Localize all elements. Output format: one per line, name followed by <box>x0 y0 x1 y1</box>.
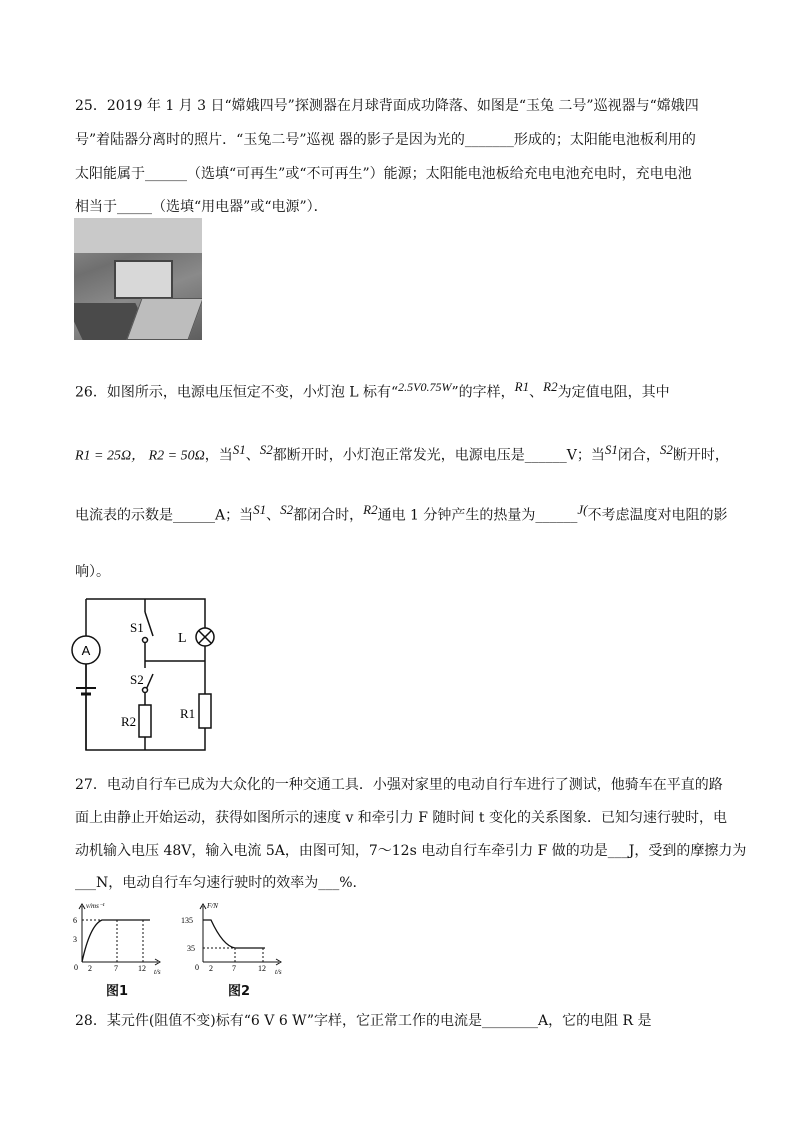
s2-symbol: S2 <box>280 502 294 517</box>
fig2-xtick: 2 <box>209 964 213 973</box>
fig2-ytick: 135 <box>181 916 193 925</box>
fig2-caption: 图2 <box>228 984 251 999</box>
fig1-caption: 图1 <box>106 984 129 999</box>
lamp-rating: 2.5V0.75W <box>398 380 452 394</box>
q25-line-1: 25．2019 年 1 月 3 日“嫦娥四号”探测器在月球背面成功降落、如图是“玉兔 二号”巡视器与“嫦娥四 <box>75 98 699 114</box>
q27-line-2: 面上由静止开始运动，获得如图所示的速度 v 和牵引力 F 随时间 t 变化的关系图象．已知匀速行驶时，电 <box>75 810 727 826</box>
velocity-time-graph <box>70 900 170 980</box>
fig1-xlabel: t/s <box>154 968 161 976</box>
fig2-xtick: 12 <box>258 964 266 973</box>
lamp-label: L <box>178 631 187 646</box>
q26-text-j: 通电 1 分钟产生的热量为______ <box>377 507 578 524</box>
fig1-xtick: 2 <box>88 964 92 973</box>
s1-symbol: S1 <box>604 442 618 457</box>
fig2-xlabel: t/s <box>275 968 282 976</box>
r2-symbol: R2 <box>543 379 558 394</box>
separator: 、 <box>245 447 260 464</box>
resistor-values: R1 = 25Ω， R2 = 50Ω <box>75 448 205 464</box>
q26-text-d: ，当 <box>204 447 233 464</box>
s2-label: S2 <box>130 672 144 687</box>
s1-label: S1 <box>130 620 144 635</box>
fig2-ylabel: F/N <box>207 902 218 910</box>
fig2-xtick: 7 <box>232 964 236 973</box>
q26-text-e: 都断开时，小灯泡正常发光，电源电压是______V；当 <box>272 447 605 464</box>
q26-text-a: 26．如图所示，电源电压恒定不变，小灯泡 L 标有“ <box>75 384 399 401</box>
fig2-ytick: 35 <box>187 944 195 953</box>
fig2-xtick: 0 <box>195 963 199 972</box>
q28-line-1: 28．某元件(阻值不变)标有“6 V 6 W”字样，它正常工作的电流是________A，它的电阻 R 是 <box>75 1013 652 1029</box>
r1-label: R1 <box>180 706 196 721</box>
fig1-xtick: 7 <box>114 964 118 973</box>
s2-symbol: S2 <box>659 442 673 457</box>
q25-line-2: 号”着陆器分离时的照片．“玉兔二号”巡视 器的影子是因为光的_______形成的；太阳能电池板利用的 <box>75 132 696 148</box>
s2-symbol: S2 <box>259 442 273 457</box>
separator: 、 <box>266 507 281 524</box>
q26-text-i: 都闭合时， <box>293 507 364 524</box>
force-time-graph <box>175 900 290 980</box>
separator: 、 <box>529 384 544 401</box>
fig1-ytick: 6 <box>73 916 77 925</box>
r2-symbol: R2 <box>363 502 378 517</box>
joule-unit: J( <box>577 502 588 517</box>
r2-label: R2 <box>121 714 137 729</box>
q25-line-3: 太阳能属于______（选填“可再生”或“不可再生”）能源；太阳能电池板给充电电池充电时，充电电池 <box>75 166 692 182</box>
ammeter-label: A <box>81 643 91 658</box>
q26-text-h: 电流表的示数是______A；当 <box>75 507 254 524</box>
q25-line-4: 相当于_____（选填“用电器”或“电源”）． <box>75 199 328 215</box>
q27-line-4: ___N，电动自行车匀速行驶时的效率为___%. <box>75 875 358 891</box>
fig1-xtick: 12 <box>138 964 146 973</box>
q26-line-4: 响）。 <box>75 564 110 580</box>
fig1-xtick: 0 <box>74 963 78 972</box>
q26-text-g: 断开时， <box>672 447 729 464</box>
q26-text-c: 为定值电阻，其中 <box>557 384 670 401</box>
q27-line-3: 动机输入电压 48V，输入电流 5A，由图可知，7～12s 电动自行车牵引力 F 做的功是___J，受到的摩擦力为 <box>75 843 747 859</box>
q26-text-k: 不考虑温度对电阻的影 <box>587 507 728 524</box>
s1-symbol: S1 <box>253 502 267 517</box>
s1-symbol: S1 <box>232 442 246 457</box>
q26-text-b: ”的字样， <box>451 384 515 401</box>
q26-text-f: 闭合， <box>617 447 660 464</box>
q27-line-1: 27．电动自行车已成为大众化的一种交通工具．小强对家里的电动自行车进行了测试，他骑车在平直的路 <box>75 777 723 793</box>
r1-symbol: R1 <box>514 379 530 394</box>
fig1-ytick: 3 <box>73 935 77 944</box>
fig1-ylabel: v/ms⁻¹ <box>86 902 105 910</box>
